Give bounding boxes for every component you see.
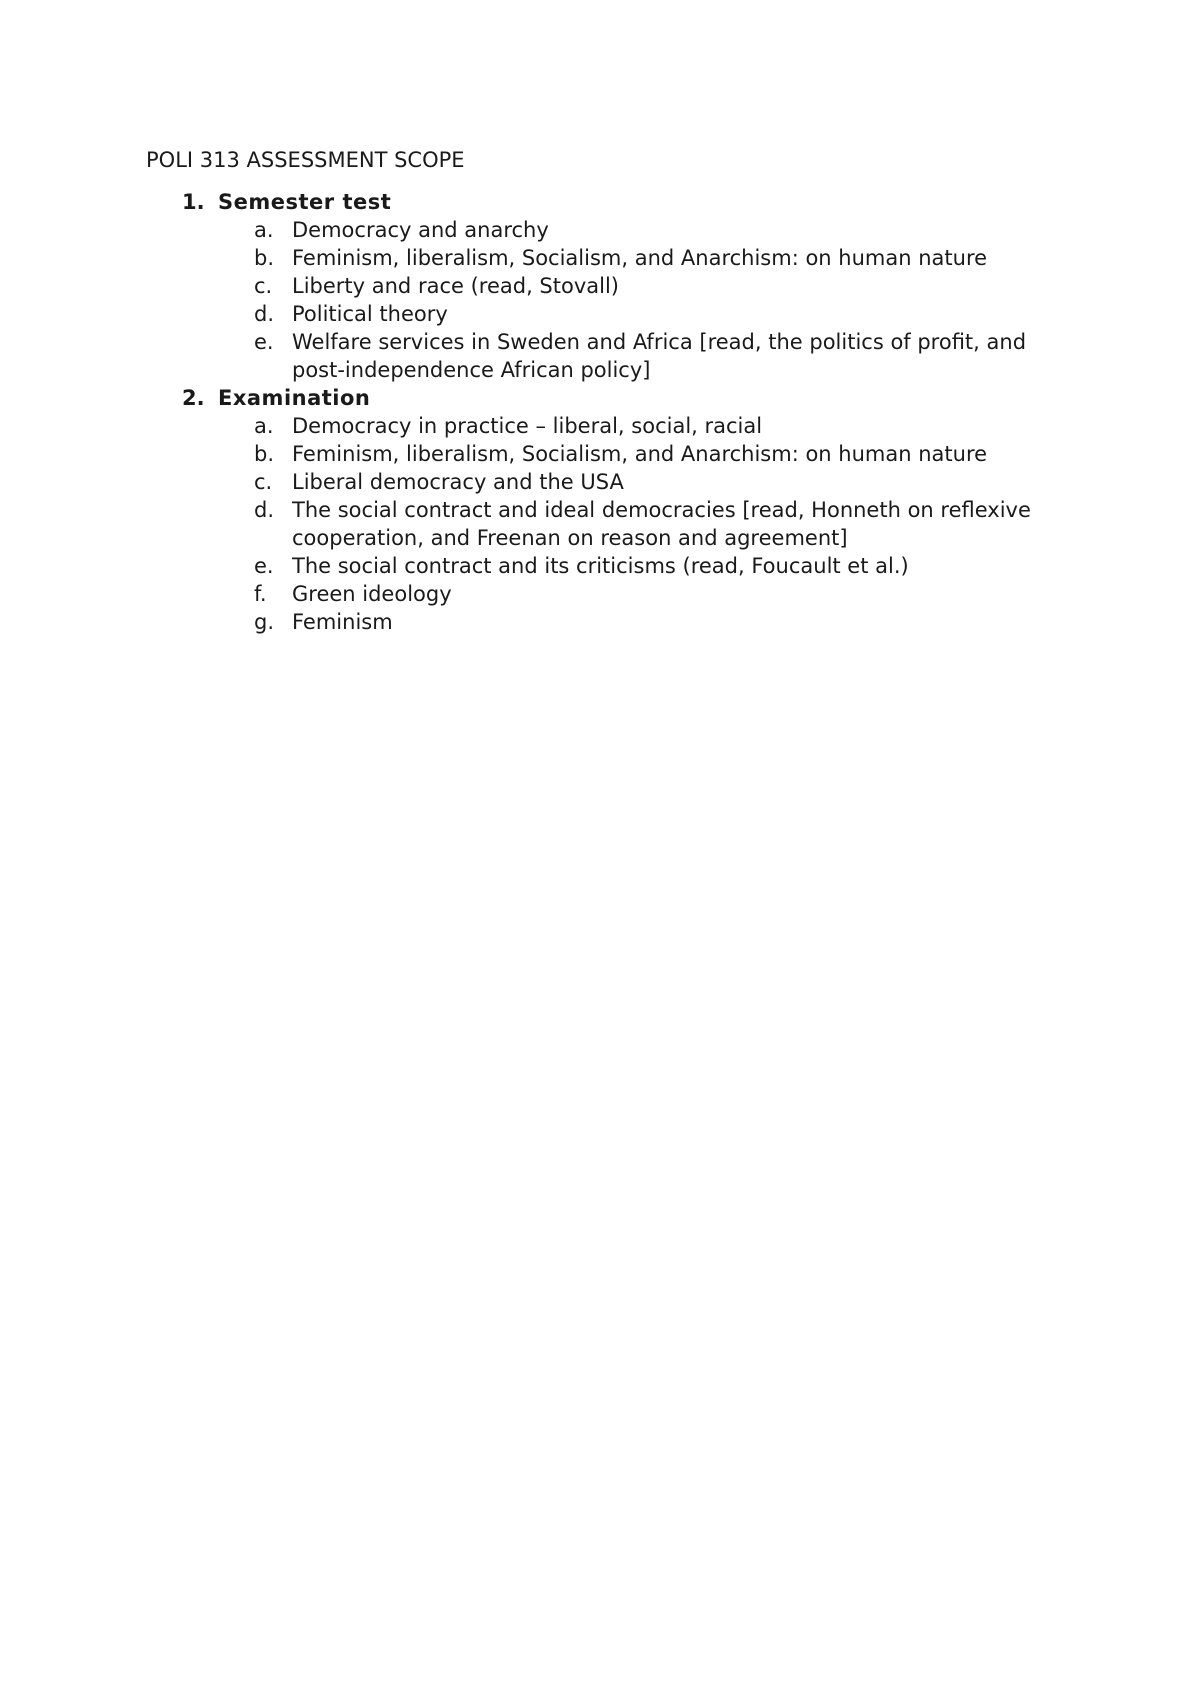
item-letter: a. [254,414,274,438]
list-item [146,440,1046,468]
item-letter: c. [254,274,273,298]
item-text: Feminism, liberalism, Socialism, and Anarchism: on human nature [292,442,988,466]
item-text: Green ideology [292,582,452,606]
section-number: 1. [182,190,205,214]
section-heading [146,384,1046,412]
item-letter: c. [254,470,273,494]
item-text: The social contract and ideal democracies [read, Honneth on reflexive cooperation, and Freenan on reason and agreement] [292,498,1031,550]
topic-list [146,216,1046,384]
item-letter: a. [254,218,274,242]
list-item [146,272,1046,300]
list-item [146,496,1046,552]
assessment-outline [146,188,1046,636]
list-item [146,608,1046,636]
item-text: The social contract and its criticisms (read, Foucault et al.) [292,554,909,578]
item-text: Liberty and race (read, Stovall) [292,274,619,298]
list-item [146,328,1046,384]
list-item [146,216,1046,244]
list-item [146,244,1046,272]
section-heading [146,188,1046,216]
list-item [146,580,1046,608]
list-item [146,468,1046,496]
document-title: POLI 313 ASSESSMENT SCOPE [146,148,465,172]
item-text: Democracy in practice – liberal, social, racial [292,414,763,438]
item-text: Feminism, liberalism, Socialism, and Anarchism: on human nature [292,246,988,270]
section-semester-test [146,188,1046,384]
item-letter: b. [254,246,275,270]
item-text: Feminism [292,610,393,634]
section-label: Examination [218,386,371,410]
item-letter: g. [254,610,275,634]
topic-list [146,412,1046,636]
item-letter: d. [254,498,275,522]
list-item [146,552,1046,580]
item-text: Democracy and anarchy [292,218,549,242]
item-letter: e. [254,554,274,578]
section-examination [146,384,1046,636]
list-item [146,300,1046,328]
section-label: Semester test [218,190,392,214]
item-letter: b. [254,442,275,466]
item-text: Political theory [292,302,448,326]
item-letter: e. [254,330,274,354]
item-text: Liberal democracy and the USA [292,470,624,494]
item-text: Welfare services in Sweden and Africa [read, the politics of profit, and post-independence African policy] [292,330,1027,382]
item-letter: f. [254,582,267,606]
section-number: 2. [182,386,205,410]
list-item [146,412,1046,440]
item-letter: d. [254,302,275,326]
